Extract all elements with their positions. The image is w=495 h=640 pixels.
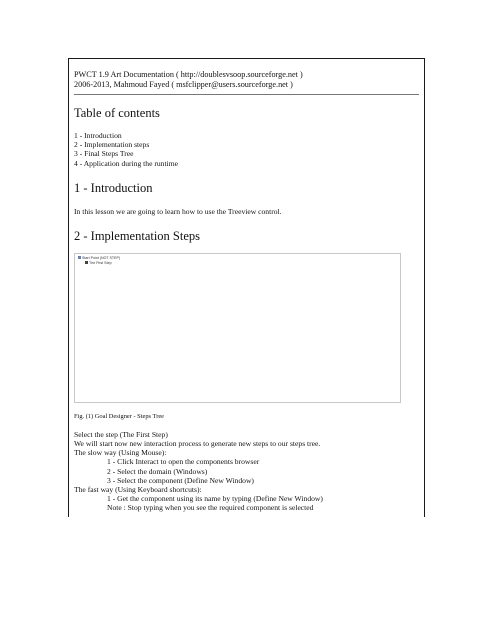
body-line: 1 - Click Interact to open the components browser xyxy=(107,457,260,467)
steps-tree-screenshot xyxy=(74,253,401,403)
tree-node-label: Start Point (NOT STEP) xyxy=(82,255,121,260)
toc-item[interactable]: 3 - Final Steps Tree xyxy=(74,149,134,159)
body-line: 3 - Select the component (Define New Window) xyxy=(107,475,254,485)
body-line: The slow way (Using Mouse): xyxy=(74,448,167,458)
header-line-2: 2006-2013, Mahmoud Fayed ( msfclipper@users.sourceforge.net ) xyxy=(74,79,293,89)
toc-item[interactable]: 1 - Introduction xyxy=(74,131,122,140)
impl-heading: 2 - Implementation Steps xyxy=(74,228,201,243)
body-line: 1 - Get the component using its name by typing (Define New Window) xyxy=(107,494,323,504)
tree-node-icon xyxy=(85,261,88,264)
toc-list xyxy=(74,131,419,168)
impl-body xyxy=(74,430,419,513)
tree-node-icon xyxy=(78,256,81,259)
tree-node-child xyxy=(85,261,112,265)
page-content xyxy=(74,70,419,513)
toc-heading: Table of contents xyxy=(74,106,160,120)
body-line: Note : Stop typing when you see the required component is selected xyxy=(107,503,314,513)
body-line: 2 - Select the domain (Windows) xyxy=(107,466,208,476)
body-line: The fast way (Using Keyboard shortcuts): xyxy=(74,485,202,495)
body-line: Select the step (The First Step) xyxy=(74,429,168,439)
header-line-1: PWCT 1.9 Art Documentation ( http://doublesvsoop.sourceforge.net ) xyxy=(74,70,303,79)
document-page xyxy=(68,58,425,517)
tree-node-label: The First Step xyxy=(89,260,112,265)
intro-heading: 1 - Introduction xyxy=(74,180,153,195)
toc-item[interactable]: 2 - Implementation steps xyxy=(74,140,150,150)
intro-paragraph: In this lesson we are going to learn how to use the Treeview control. xyxy=(74,206,282,216)
tree-node-root xyxy=(78,256,120,260)
toc-item[interactable]: 4 - Application during the runtime xyxy=(74,158,178,168)
body-line: We will start now new interaction process to generate new steps to our steps tree. xyxy=(74,439,321,449)
page-header xyxy=(74,70,419,89)
figure-caption: Fig. (1) Goal Designer - Steps Tree xyxy=(74,412,164,420)
header-divider xyxy=(74,94,419,95)
